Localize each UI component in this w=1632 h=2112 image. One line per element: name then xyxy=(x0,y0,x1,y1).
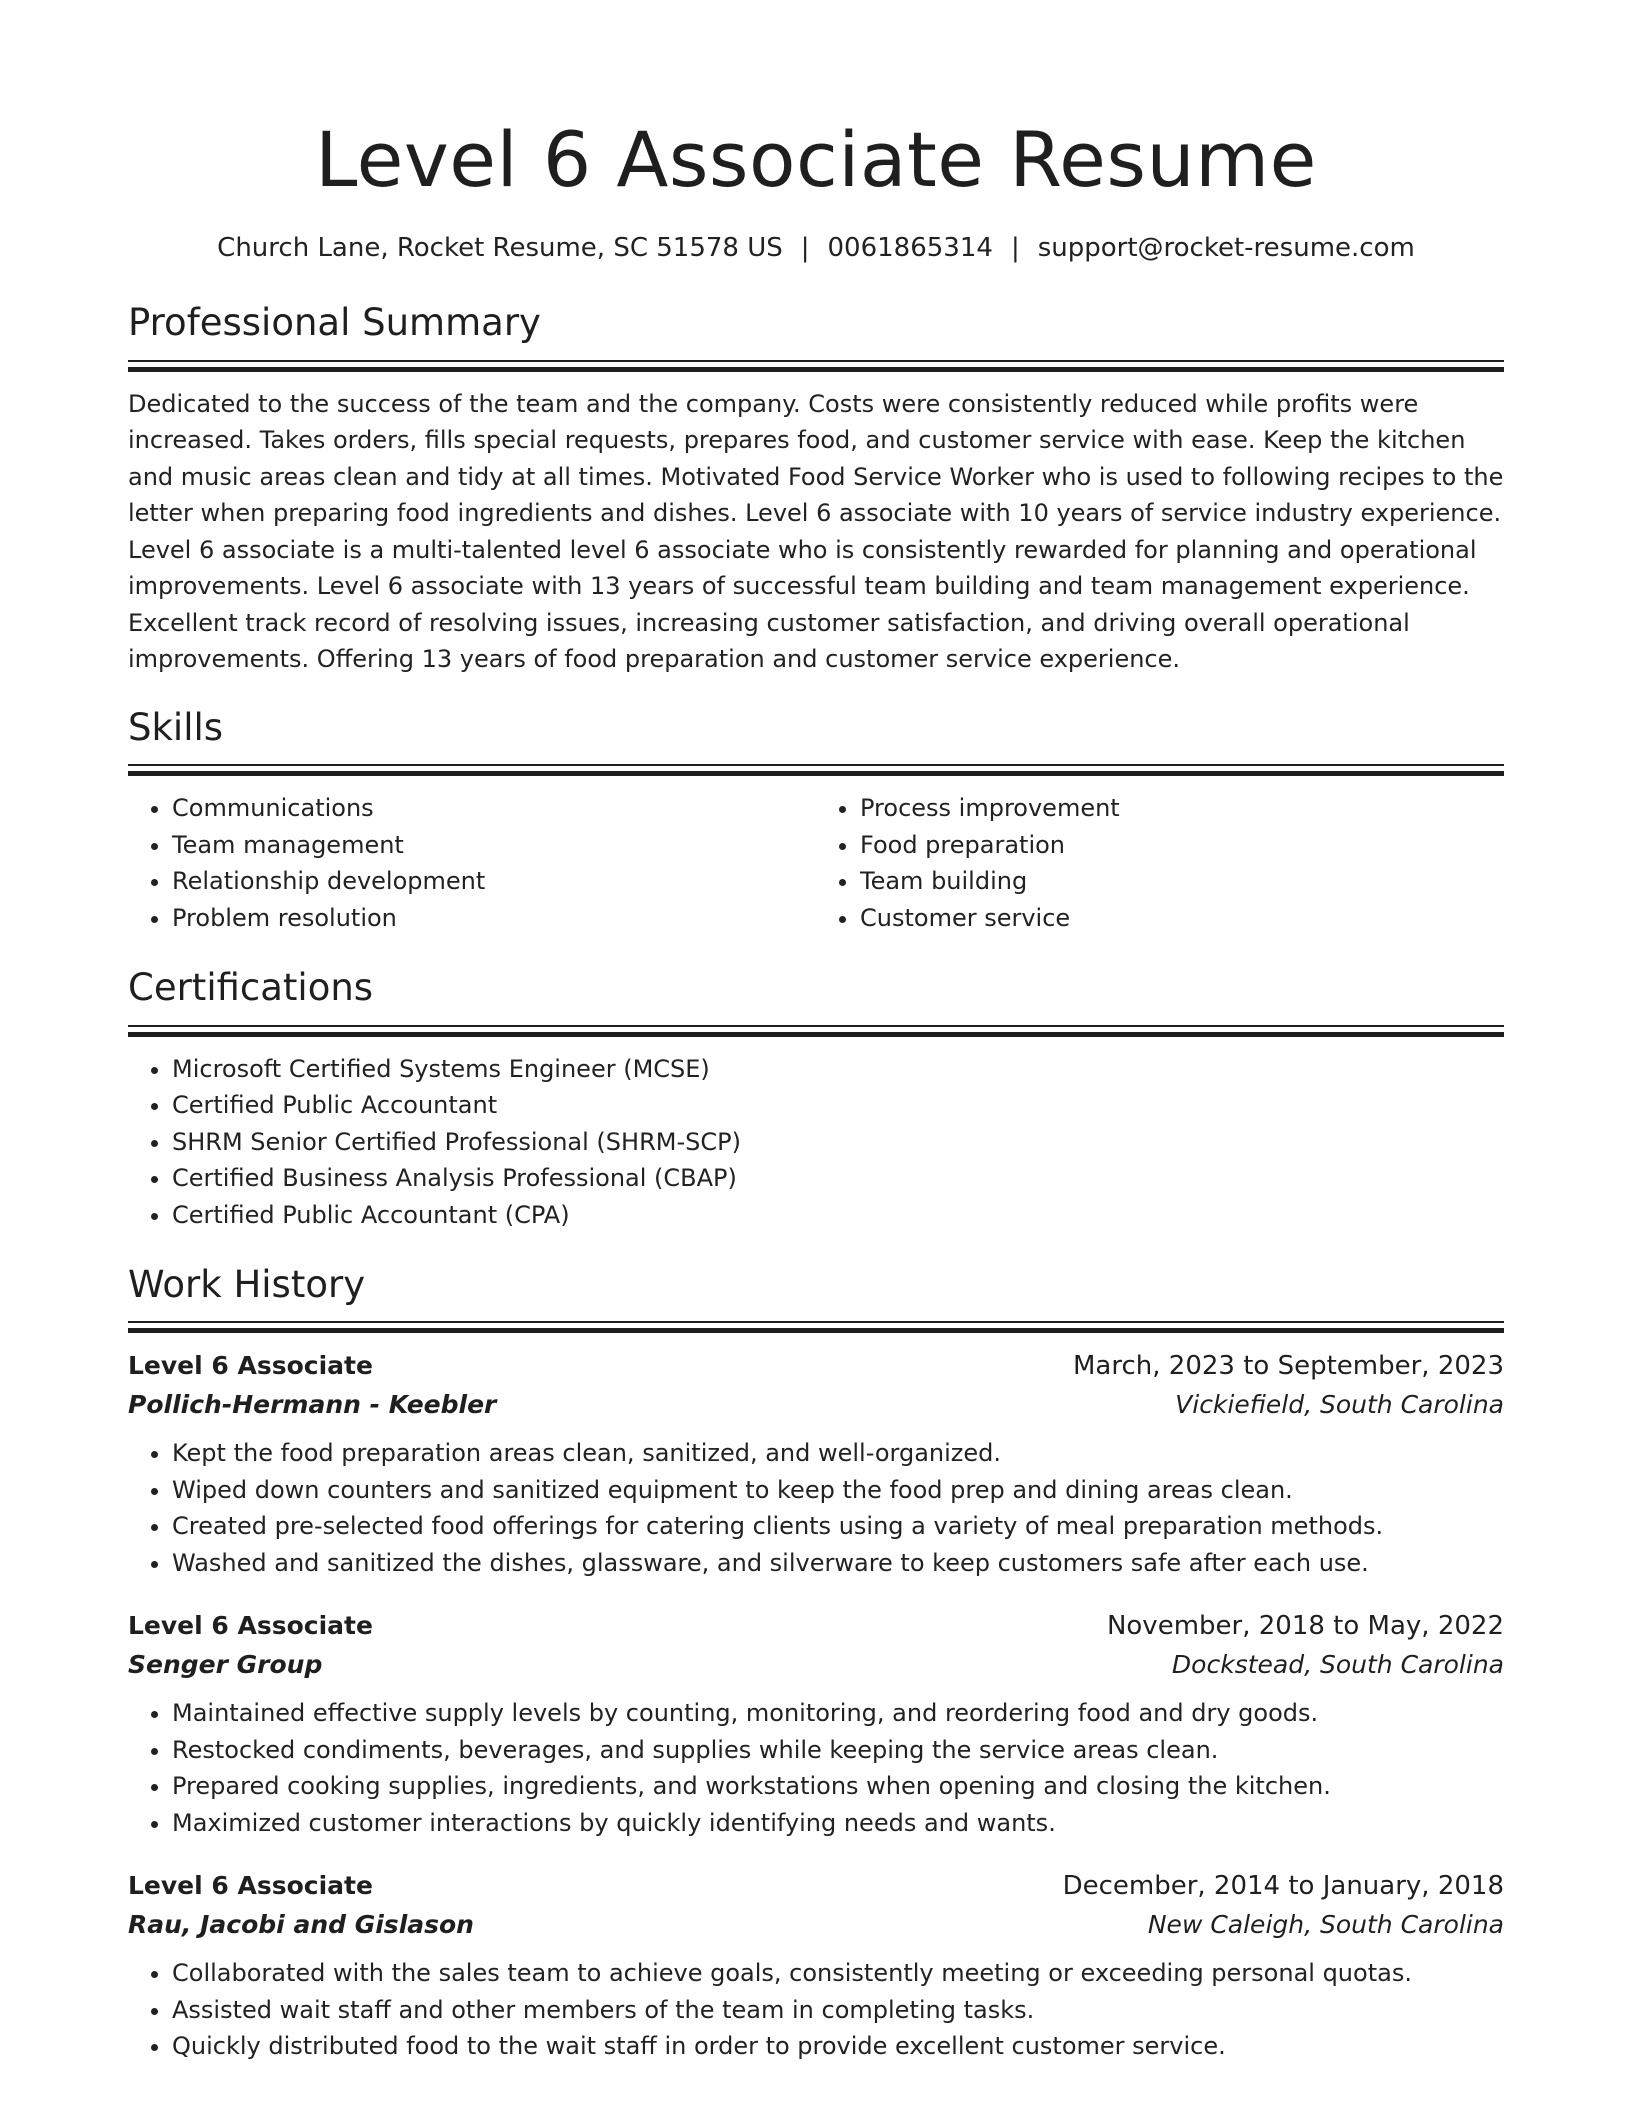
summary-text: Dedicated to the success of the team and the company. Costs were consistently reduced while profits were increased. Takes orders, fills special requests, prepares food, and customer service with ease. Keep the kitchen and music areas clean and tidy at all times. Motivated Food Service Worker who is used to following recipes to the letter when preparing food ingredients and dishes. Level 6 associate with 10 years of service industry experience. Level 6 associate is a multi-talented level 6 associate who is consistently rewarded for planning and operational improvements. Level 6 associate with 13 years of successful team building and team management experience. Excellent track record of resolving issues, increasing customer satisfaction, and driving overall operational improvements. Offering 13 years of food preparation and customer service experience. xyxy=(128,389,1504,674)
job-bullet: • Assisted wait staff and other members of the team in completing tasks. xyxy=(172,1992,1504,2029)
job-title: Level 6 Associate xyxy=(128,1871,373,1901)
job-header xyxy=(128,1347,1504,1385)
skill-item: • Relationship development xyxy=(172,863,816,900)
job-header xyxy=(128,1607,1504,1645)
job-bullet: • Prepared cooking supplies, ingredients, and workstations when opening and closing the kitchen. xyxy=(172,1768,1504,1805)
section-divider xyxy=(128,1321,1504,1333)
job-subheader xyxy=(128,1905,1504,1945)
address: Church Lane, Rocket Resume, SC 51578 US xyxy=(217,232,783,263)
section-divider xyxy=(128,764,1504,776)
job-title: Level 6 Associate xyxy=(128,1351,373,1381)
phone: 0061865314 xyxy=(827,232,993,263)
work-history-heading: Work History xyxy=(128,1263,366,1307)
certifications-list xyxy=(128,1051,1504,1234)
job-title: Level 6 Associate xyxy=(128,1611,373,1641)
skills-heading: Skills xyxy=(128,705,224,749)
job-location: New Caleigh, South Carolina xyxy=(1147,1910,1504,1940)
skill-item: • Process improvement xyxy=(860,790,1504,827)
job-bullet: • Collaborated with the sales team to achieve goals, consistently meeting or exceeding personal quotas. xyxy=(172,1955,1504,1992)
skills-section xyxy=(128,706,1504,936)
skill-item: • Team management xyxy=(172,827,816,864)
skill-item: • Problem resolution xyxy=(172,900,816,937)
job-subheader xyxy=(128,1645,1504,1685)
section-divider xyxy=(128,360,1504,372)
certification-item: • Microsoft Certified Systems Engineer (MCSE) xyxy=(172,1051,1504,1088)
summary-heading: Professional Summary xyxy=(128,301,541,345)
contact-line xyxy=(128,232,1504,266)
job-location: Dockstead, South Carolina xyxy=(1171,1650,1504,1680)
job-bullet: • Kept the food preparation areas clean, sanitized, and well-organized. xyxy=(172,1435,1504,1472)
skill-item: • Food preparation xyxy=(860,827,1504,864)
email-link[interactable]: support@rocket-resume.com xyxy=(1037,232,1415,263)
skills-list-right xyxy=(816,790,1504,936)
job-entry xyxy=(128,1867,1504,2065)
job-bullet: • Maintained effective supply levels by counting, monitoring, and reordering food and dry goods. xyxy=(172,1695,1504,1732)
certifications-heading: Certifications xyxy=(128,966,374,1010)
separator: | xyxy=(1010,232,1020,263)
job-company: Senger Group xyxy=(128,1650,323,1680)
job-dates: December, 2014 to January, 2018 xyxy=(1062,1871,1504,1902)
resume-title: Level 6 Associate Resume xyxy=(315,115,1317,204)
skills-columns xyxy=(128,790,1504,936)
certification-item: • Certified Public Accountant xyxy=(172,1087,1504,1124)
resume-page xyxy=(128,115,1504,2065)
job-entry xyxy=(128,1347,1504,1581)
job-bullets xyxy=(128,1955,1504,2065)
job-entry xyxy=(128,1607,1504,1841)
job-bullet: • Washed and sanitized the dishes, glassware, and silverware to keep customers safe after each use. xyxy=(172,1545,1504,1582)
job-bullets xyxy=(128,1695,1504,1841)
job-location: Vickiefield, South Carolina xyxy=(1175,1390,1504,1420)
summary-section xyxy=(128,301,1504,677)
job-bullet: • Wiped down counters and sanitized equipment to keep the food prep and dining areas clean. xyxy=(172,1472,1504,1509)
job-company: Pollich-Hermann - Keebler xyxy=(128,1390,497,1420)
work-history-section xyxy=(128,1263,1504,2065)
skill-item: • Team building xyxy=(860,863,1504,900)
job-company: Rau, Jacobi and Gislason xyxy=(128,1910,474,1940)
certification-item: • Certified Business Analysis Professional (CBAP) xyxy=(172,1160,1504,1197)
job-bullet: • Restocked condiments, beverages, and supplies while keeping the service areas clean. xyxy=(172,1732,1504,1769)
skill-item: • Customer service xyxy=(860,900,1504,937)
job-bullets xyxy=(128,1435,1504,1581)
job-bullet: • Quickly distributed food to the wait staff in order to provide excellent customer service. xyxy=(172,2028,1504,2065)
job-subheader xyxy=(128,1385,1504,1425)
job-header xyxy=(128,1867,1504,1905)
job-bullet: • Maximized customer interactions by quickly identifying needs and wants. xyxy=(172,1805,1504,1842)
job-dates: March, 2023 to September, 2023 xyxy=(1073,1351,1504,1382)
job-bullet: • Created pre-selected food offerings for catering clients using a variety of meal preparation methods. xyxy=(172,1508,1504,1545)
section-divider xyxy=(128,1025,1504,1037)
separator: | xyxy=(800,232,810,263)
certifications-section xyxy=(128,966,1504,1233)
certification-item: • SHRM Senior Certified Professional (SHRM-SCP) xyxy=(172,1124,1504,1161)
skill-item: • Communications xyxy=(172,790,816,827)
skills-list-left xyxy=(128,790,816,936)
certification-item: • Certified Public Accountant (CPA) xyxy=(172,1197,1504,1234)
job-dates: November, 2018 to May, 2022 xyxy=(1106,1611,1504,1642)
